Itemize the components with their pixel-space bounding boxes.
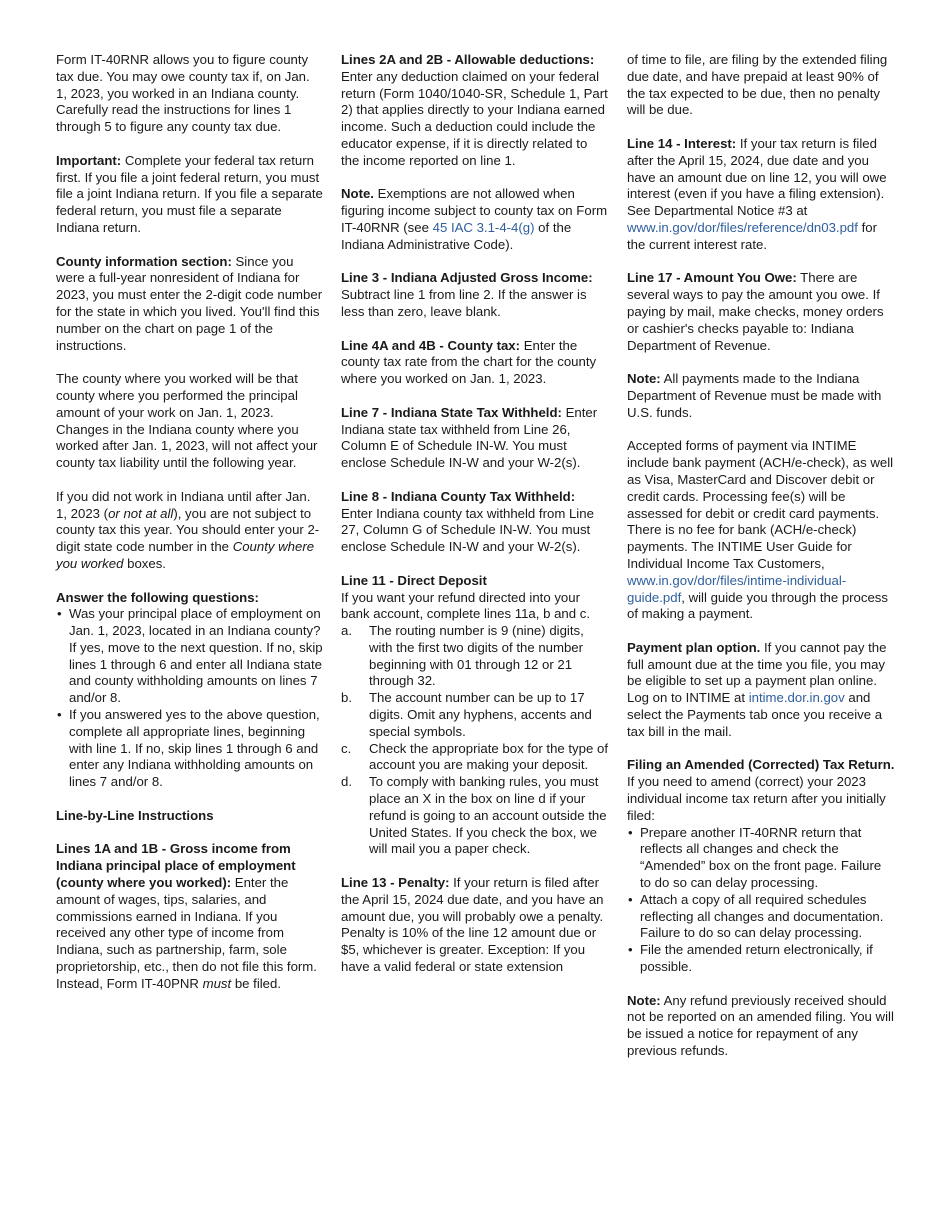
interest-notice-link[interactable]: www.in.gov/dor/files/reference/dn03.pdf bbox=[627, 219, 858, 235]
exemptions-note: Note. Exemptions are not allowed when figuring income subject to county tax on Form IT-40RNR (see 45 IAC 3.1-4-4(g) of the Indiana Administrative Code). bbox=[341, 186, 608, 252]
line-1-paragraph: Lines 1A and 1B - Gross income from Indiana principal place of employment (county where you worked): Enter the amount of wages, tips, salaries, and commissions earned in Indiana. If you received any other type of income from Indiana, such as partnership, farm, sole proprietorship, etc., then do not file this form. Instead, Form IT-40PNR must be filed. bbox=[56, 841, 317, 991]
line-by-line-heading: Line-by-Line Instructions bbox=[56, 807, 214, 823]
list-item: b. The account number can be up to 17 digits. Omit any hyphens, accents and special symbols. bbox=[341, 690, 592, 739]
not-work-paragraph: If you did not work in Indiana until after Jan. 1, 2023 (or not at all), you are not subject to county tax this year. You should enter your 2-digit state code number in the County where you worked boxes. bbox=[56, 488, 320, 571]
amended-return-paragraph: Filing an Amended (Corrected) Tax Return. If you need to amend (correct) your 2023 individual income tax return after you initially filed: bbox=[627, 757, 895, 823]
refund-note: Note: Any refund previously received should not be reported on an amended filing. You will be issued a notice for repayment of any previous refunds. bbox=[627, 992, 894, 1059]
penalty-continued: of time to file, are filing by the extended filing due date, and have prepaid at least 90% of the tax expected to be due, then no penalty will be due. bbox=[627, 52, 888, 118]
county-info-paragraph: County information section: Since you were a full-year nonresident of Indiana for 2023, you must enter the 2-digit code number for the state in which you lived. You'll find this number on the chart on page 1 of the instructions. bbox=[56, 253, 323, 353]
line-13-paragraph: Line 13 - Penalty: If your return is filed after the April 15, 2024 due date, and you have an amount due, you will probably owe a penalty. Penalty is 10% of the line 12 amount due or $5, whichever is greater. Exception: If you have a valid federal or state extension bbox=[341, 875, 604, 975]
column-1 bbox=[56, 52, 324, 1009]
column-2 bbox=[341, 52, 609, 993]
line-2-paragraph: Lines 2A and 2B - Allowable deductions: Enter any deduction claimed on your federal return (Form 1040/1040-SR, Schedule 1, Part 2) that applies directly to your Indiana earned income. Such a deduction could include the educator expense, if it is directly related to the income reported on line 1. bbox=[341, 52, 608, 168]
payment-plan-paragraph: Payment plan option. If you cannot pay the full amount due at the time you file, you may be eligible to set up a payment plan online. Log on to INTIME at intime.dor.in.gov and select the Payments tab once you receive a tax bill in the mail. bbox=[627, 639, 887, 739]
line-7-paragraph: Line 7 - Indiana State Tax Withheld: Enter Indiana state tax withheld from Line 26, Column E of Schedule IN-W. You must enclose Schedule IN-W and your W-2(s). bbox=[341, 404, 598, 471]
payment-forms-paragraph: Accepted forms of payment via INTIME include bank payment (ACH/e-check), as well as Visa, MasterCard and Discover debit or credit cards. Processing fee(s) will be assessed for debit or credit card payments. There is no fee for bank (ACH/e-check) payments. The INTIME User Guide for Individual Income Tax Customers, www.in.gov/dor/files/intime-individual-guide.pdf, will guide you through the process of making a payment. bbox=[627, 438, 894, 622]
amended-list bbox=[627, 825, 895, 976]
line-3-paragraph: Line 3 - Indiana Adjusted Gross Income: Subtract line 1 from line 2. If the answer is less than zero, leave blank. bbox=[341, 270, 593, 319]
intro-paragraph: Form IT-40RNR allows you to figure county tax due. You may owe county tax if, on Jan. 1, 2023, you worked in an Indiana county. Carefully read the instructions for lines 1 through 5 to figure any county tax due. bbox=[56, 52, 310, 135]
questions-heading: Answer the following questions: bbox=[56, 589, 259, 605]
us-funds-note: Note: All payments made to the Indiana Department of Revenue must be made with U.S. funds. bbox=[627, 371, 882, 420]
list-item: d. To comply with banking rules, you must place an X in the box on line d if your refund is going to an account outside the United States. If you check the box, we will mail you a paper check. bbox=[341, 774, 607, 857]
column-3 bbox=[627, 52, 895, 1077]
questions-list bbox=[56, 606, 324, 791]
list-item: • File the amended return electronically, if possible. bbox=[627, 942, 895, 976]
iac-link[interactable]: 45 IAC 3.1-4-4(g) bbox=[432, 219, 535, 235]
line-8-paragraph: Line 8 - Indiana County Tax Withheld: Enter Indiana county tax withheld from Line 27, Column G of Schedule IN-W. You must enclose Schedule IN-W and your W-2(s). bbox=[341, 488, 594, 555]
intime-link[interactable]: intime.dor.in.gov bbox=[748, 690, 845, 706]
list-item: a. The routing number is 9 (nine) digits, with the first two digits of the number beginning with 01 through 12 or 21 through 32. bbox=[341, 623, 584, 689]
line-4-paragraph: Line 4A and 4B - County tax: Enter the county tax rate from the chart for the county where you worked on Jan. 1, 2023. bbox=[341, 337, 597, 387]
line-11-heading: Line 11 - Direct Deposit bbox=[341, 572, 487, 588]
direct-deposit-list bbox=[341, 623, 609, 858]
list-item: • Prepare another IT-40RNR return that reflects all changes and check the “Amended” box on the front page. Failure to do so can delay processing. bbox=[627, 825, 895, 892]
line-17-paragraph: Line 17 - Amount You Owe: There are several ways to pay the amount you owe. If paying by mail, make checks, money orders or cashier's checks payable to: Indiana Department of Revenue. bbox=[627, 270, 884, 353]
important-paragraph: Important: Complete your federal tax return first. If you file a joint federal return, you must file a joint Indiana return. If you file a separate federal return, you must file a separate Indiana return. bbox=[56, 152, 323, 235]
list-item: • If you answered yes to the above question, complete all appropriate lines, beginning with line 1. If no, skip lines 1 through 6 and enter any Indiana withholding amounts on lines 7 and/or 8. bbox=[56, 707, 324, 791]
list-item: • Was your principal place of employment on Jan. 1, 2023, located in an Indiana county? If yes, move to the next question. If no, skip lines 1 through 6 and enter all Indiana state and county withholding amounts on lines 7 and/or 8. bbox=[56, 606, 324, 707]
line-14-paragraph: Line 14 - Interest: If your tax return is filed after the April 15, 2024, due date and you have an amount due on line 12, you will owe interest (even if you have a filing extension). See Departmental Notice #3 at www.in.gov/dor/files/reference/dn03.pdf for the current interest rate. bbox=[627, 135, 887, 252]
intime-guide-link[interactable]: www.in.gov/dor/files/intime-individual-guide.pdf bbox=[627, 572, 847, 605]
line-11-text: If you want your refund directed into your bank account, complete lines 11a, b and c. bbox=[341, 589, 591, 622]
list-item: • Attach a copy of all required schedules reflecting all changes and documentation. Failure to do so can delay processing. bbox=[627, 892, 895, 942]
county-worked-paragraph: The county where you worked will be that county where you performed the principal amount of your work on Jan. 1, 2023. Changes in the Indiana county where you worked after Jan. 1, 2023, will not affect your county tax liability until the following year. bbox=[56, 371, 318, 471]
list-item: c. Check the appropriate box for the type of account you are making your deposit. bbox=[341, 740, 608, 773]
